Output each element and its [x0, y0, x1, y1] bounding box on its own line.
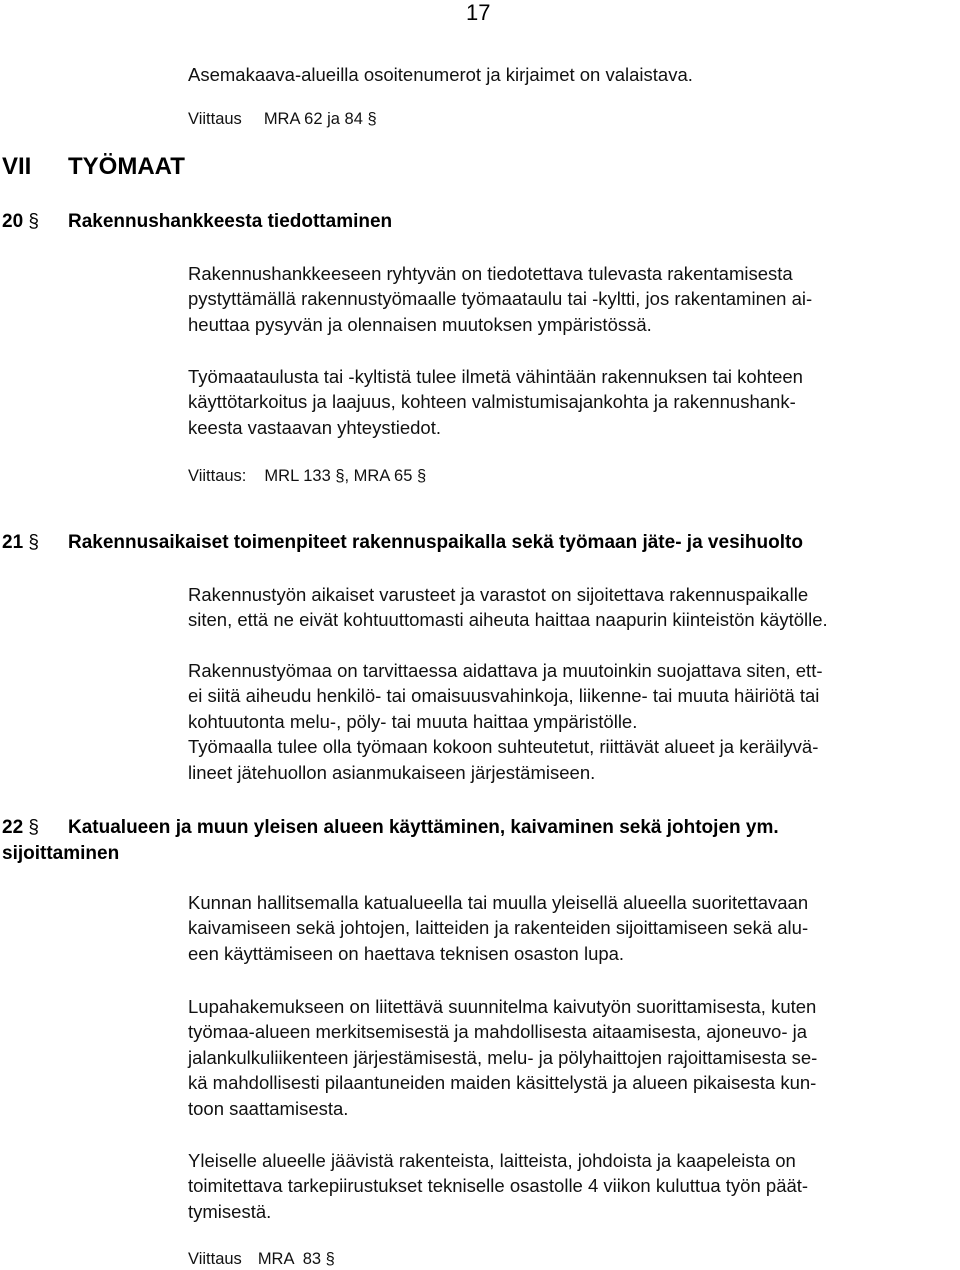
- section-title: Katualueen ja muun yleisen alueen käyttäminen, kaivaminen sekä johtojen ym.: [68, 817, 779, 838]
- text-line: een käyttämiseen on haettava teknisen osaston lupa.: [188, 942, 625, 964]
- paragraph-mark: §: [28, 532, 39, 553]
- text-line: jalankulkuliikenteen järjestämisestä, melu- ja pölyhaittojen rajoittamisesta se-: [188, 1046, 818, 1068]
- section-number: 20: [2, 211, 24, 232]
- text-line: tymisestä.: [188, 1200, 272, 1222]
- text-line: kaivamiseen sekä johtojen, laitteiden ja rakenteiden sijoittamiseen sekä alu-: [188, 917, 809, 939]
- reference-value: MRL 133 §, MRA 65 §: [264, 467, 427, 485]
- text-line: pystyttämällä rakennustyömaalle työmaataulu tai -kyltti, jos rakentaminen ai-: [188, 288, 813, 310]
- paragraph: [188, 364, 803, 440]
- text-line: keesta vastaavan yhteystiedot.: [188, 416, 441, 438]
- paragraph-mark: §: [28, 817, 39, 838]
- text-line: lineet jätehuollon asianmukaiseen järjestämiseen.: [188, 761, 596, 783]
- section-heading-22: [2, 815, 39, 841]
- reference-value: MRA 62 ja 84 §: [263, 110, 377, 128]
- text-line: Yleiselle alueelle jäävistä rakenteista, laitteista, johdoista ja kaapeleista on: [188, 1150, 796, 1171]
- page-number: 17: [466, 0, 491, 25]
- chapter-number: VII: [2, 153, 32, 180]
- text-line: Työmaalla tulee olla työmaan kokoon suhteutetut, riittävät alueet ja keräilyvä-: [188, 736, 819, 758]
- paragraph-mark: §: [28, 211, 39, 232]
- paragraph: [188, 890, 808, 966]
- reference-top: [188, 108, 377, 130]
- text-line: heuttaa pysyvän ja olennaisen muutoksen ympäristössä.: [188, 313, 652, 335]
- text-line: Rakennustyömaa on tarvittaessa aidattava ja muutoinkin suojattava siten, ett-: [188, 660, 823, 681]
- text-line: työmaa-alueen merkitsemisestä ja mahdollisesta aitaamisesta, ajoneuvo- ja: [188, 1021, 808, 1043]
- paragraph: [188, 582, 828, 633]
- paragraph: [188, 658, 823, 785]
- section-number: 21: [2, 532, 24, 553]
- section-heading-21: [2, 530, 39, 556]
- paragraph: [188, 1148, 808, 1224]
- reference-label: Viittaus: [188, 1250, 242, 1268]
- intro-text: Asemakaava-alueilla osoitenumerot ja kirjaimet on valaistava.: [188, 64, 693, 85]
- text-line: toimitettava tarkepiirustukset tekniselle osastolle 4 viikon kuluttua työn päät-: [188, 1175, 809, 1197]
- text-line: Kunnan hallitsemalla katualueella tai muulla yleisellä alueella suoritettavaan: [188, 892, 809, 913]
- reference-label: Viittaus:: [188, 467, 247, 485]
- text-line: siten, että ne eivät kohtuuttomasti aiheuta haittaa naapurin kiinteistön käytölle.: [188, 609, 828, 631]
- reference: [188, 1248, 335, 1270]
- chapter-title: TYÖMAAT: [68, 153, 185, 180]
- text-line: käyttötarkoitus ja laajuus, kohteen valmistumisajankohta ja rakennushank-: [188, 391, 796, 413]
- text-line: Rakennustyön aikaiset varusteet ja varastot on sijoitettava rakennuspaikalle: [188, 584, 809, 605]
- reference-label: Viittaus: [188, 110, 242, 128]
- text-line: kohtuutonta melu-, pöly- tai muuta haittaa ympäristölle.: [188, 710, 638, 732]
- section-number: 22: [2, 817, 24, 838]
- section-title: Rakennushankkeesta tiedottaminen: [68, 211, 393, 232]
- text-line: Rakennushankkeeseen ryhtyvän on tiedotettava tulevasta rakentamisesta: [188, 263, 793, 284]
- paragraph: [188, 261, 812, 337]
- paragraph: [188, 994, 817, 1121]
- text-line: Työmaataulusta tai -kyltistä tulee ilmetä vähintään rakennuksen tai kohteen: [188, 366, 803, 387]
- text-line: kä mahdollisesti pilaantuneiden maiden käsittelystä ja alueen pikaisesta kun-: [188, 1072, 817, 1094]
- reference-value: MRA 83 §: [257, 1250, 335, 1268]
- section-heading-20: [2, 209, 39, 235]
- section-title: Rakennusaikaiset toimenpiteet rakennuspaikalla sekä työmaan jäte- ja vesihuolto: [68, 532, 803, 553]
- section-title-continued: sijoittaminen: [2, 843, 120, 864]
- text-line: toon saattamisesta.: [188, 1097, 349, 1119]
- text-line: Lupahakemukseen on liitettävä suunnitelma kaivutyön suorittamisesta, kuten: [188, 996, 817, 1017]
- text-line: ei siitä aiheudu henkilö- tai omaisuusvahinkoja, liikenne- tai muuta häiriötä tai: [188, 685, 820, 707]
- reference: [188, 465, 426, 487]
